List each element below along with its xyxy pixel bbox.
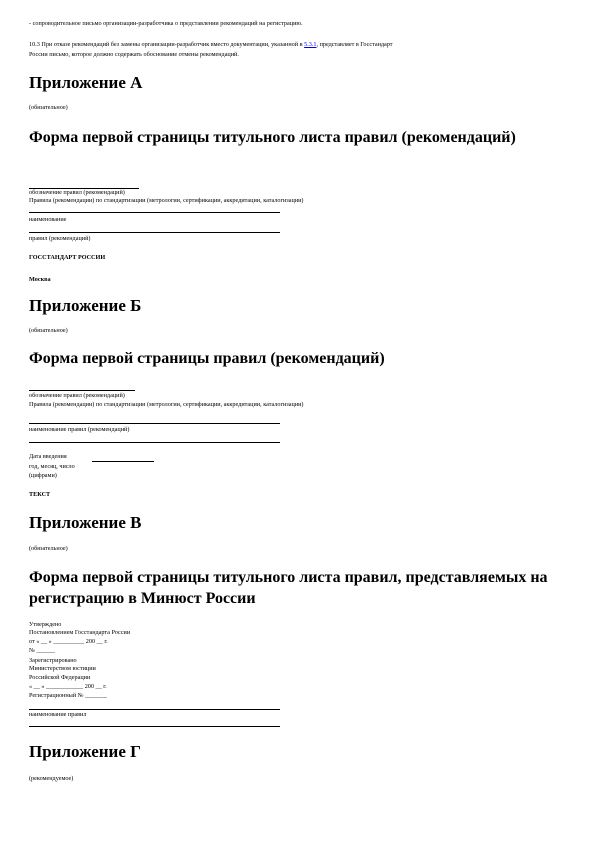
appendix-d-status: (рекомендуемое) (29, 775, 74, 782)
appendix-b-heading: Приложение Б (29, 296, 142, 315)
appendix-d-heading: Приложение Г (29, 742, 141, 761)
appendix-b-status: (обязательное) (29, 327, 68, 334)
appendix-a-rule-1 (29, 212, 280, 213)
appendix-c-reg-number: Регистрационный № _______ (29, 692, 107, 699)
appendix-b-date-rule (92, 461, 154, 462)
appendix-c-registered: Зарегистрировано (29, 657, 77, 664)
appendix-b-date-label: Дата введения (29, 453, 67, 460)
appendix-c-status: (обязательное) (29, 545, 68, 552)
appendix-c-title: Форма первой страницы титульного листа правил, представляемых на регистрацию в Минюст России (29, 569, 548, 607)
intro-line: - сопроводительное письмо организации-разработчика о представлении рекомендаций на регистрацию. (29, 20, 303, 27)
appendix-a-type-label: правил (рекомендаций) (29, 235, 91, 242)
appendix-c-name-label: наименование правил (29, 711, 87, 718)
appendix-a-subtitle: Правила (рекомендации) по стандартизации (метрологии, сертификации, аккредитации, каталогизации) (29, 197, 304, 204)
appendix-c-rule-2 (29, 726, 280, 727)
appendix-c-ministry: Министерством юстиции (29, 665, 96, 672)
appendix-a-designation: обозначение правил (рекомендаций) (29, 189, 125, 196)
appendix-a-status: (обязательное) (29, 104, 68, 111)
appendix-c-decree: Постановлением Госстандарта России (29, 629, 131, 636)
appendix-b-name-label: наименование правил (рекомендаций) (29, 426, 130, 433)
appendix-c-number: № ______ (29, 647, 56, 654)
appendix-a-name-label: наименование (29, 216, 67, 223)
appendix-c-federation: Российской Федерации (29, 674, 91, 681)
section-5-3-1-link[interactable]: 5.3.1 (304, 41, 317, 48)
appendix-b-designation-rule (29, 390, 135, 391)
appendix-a-city: Москва (29, 276, 51, 283)
appendix-a-org: ГОССТАНДАРТ РОССИИ (29, 254, 106, 261)
appendix-b-date-format: год, месяц, число (29, 463, 75, 470)
appendix-b-title: Форма первой страницы правил (рекомендаций) (29, 350, 385, 367)
appendix-b-date-digits: (цифрами) (29, 472, 57, 479)
appendix-c-approved: Утверждено (29, 621, 62, 628)
appendix-a-heading: Приложение А (29, 73, 143, 92)
appendix-b-subtitle: Правила (рекомендации) по стандартизации (метрологии, сертификации, аккредитации, каталогизации) (29, 401, 304, 408)
appendix-c-rule-1 (29, 709, 280, 710)
appendix-c-reg-date: « __ » ____________ 200 __ г. (29, 683, 107, 690)
appendix-a-rule-2 (29, 232, 280, 233)
appendix-b-designation: обозначение правил (рекомендаций) (29, 392, 125, 399)
appendix-c-heading: Приложение В (29, 513, 142, 532)
appendix-b-text: ТЕКСТ (29, 491, 51, 498)
appendix-b-rule-2 (29, 442, 280, 443)
intro-paragraph-suffix: , представляет в Госстандарт (316, 41, 393, 48)
appendix-b-rule-1 (29, 423, 280, 424)
intro-paragraph (29, 41, 393, 48)
appendix-a-title: Форма первой страницы титульного листа правил (рекомендаций) (29, 129, 516, 146)
intro-paragraph-prefix: 10.3 При отказе рекомендаций без замены организации-разработчик вместо документации, указанной в (29, 41, 305, 48)
appendix-c-from: от « __ » __________ 200 __ г. (29, 638, 108, 645)
intro-paragraph-line2: России письмо, которое должно содержать обоснование отмены рекомендаций. (29, 51, 239, 58)
